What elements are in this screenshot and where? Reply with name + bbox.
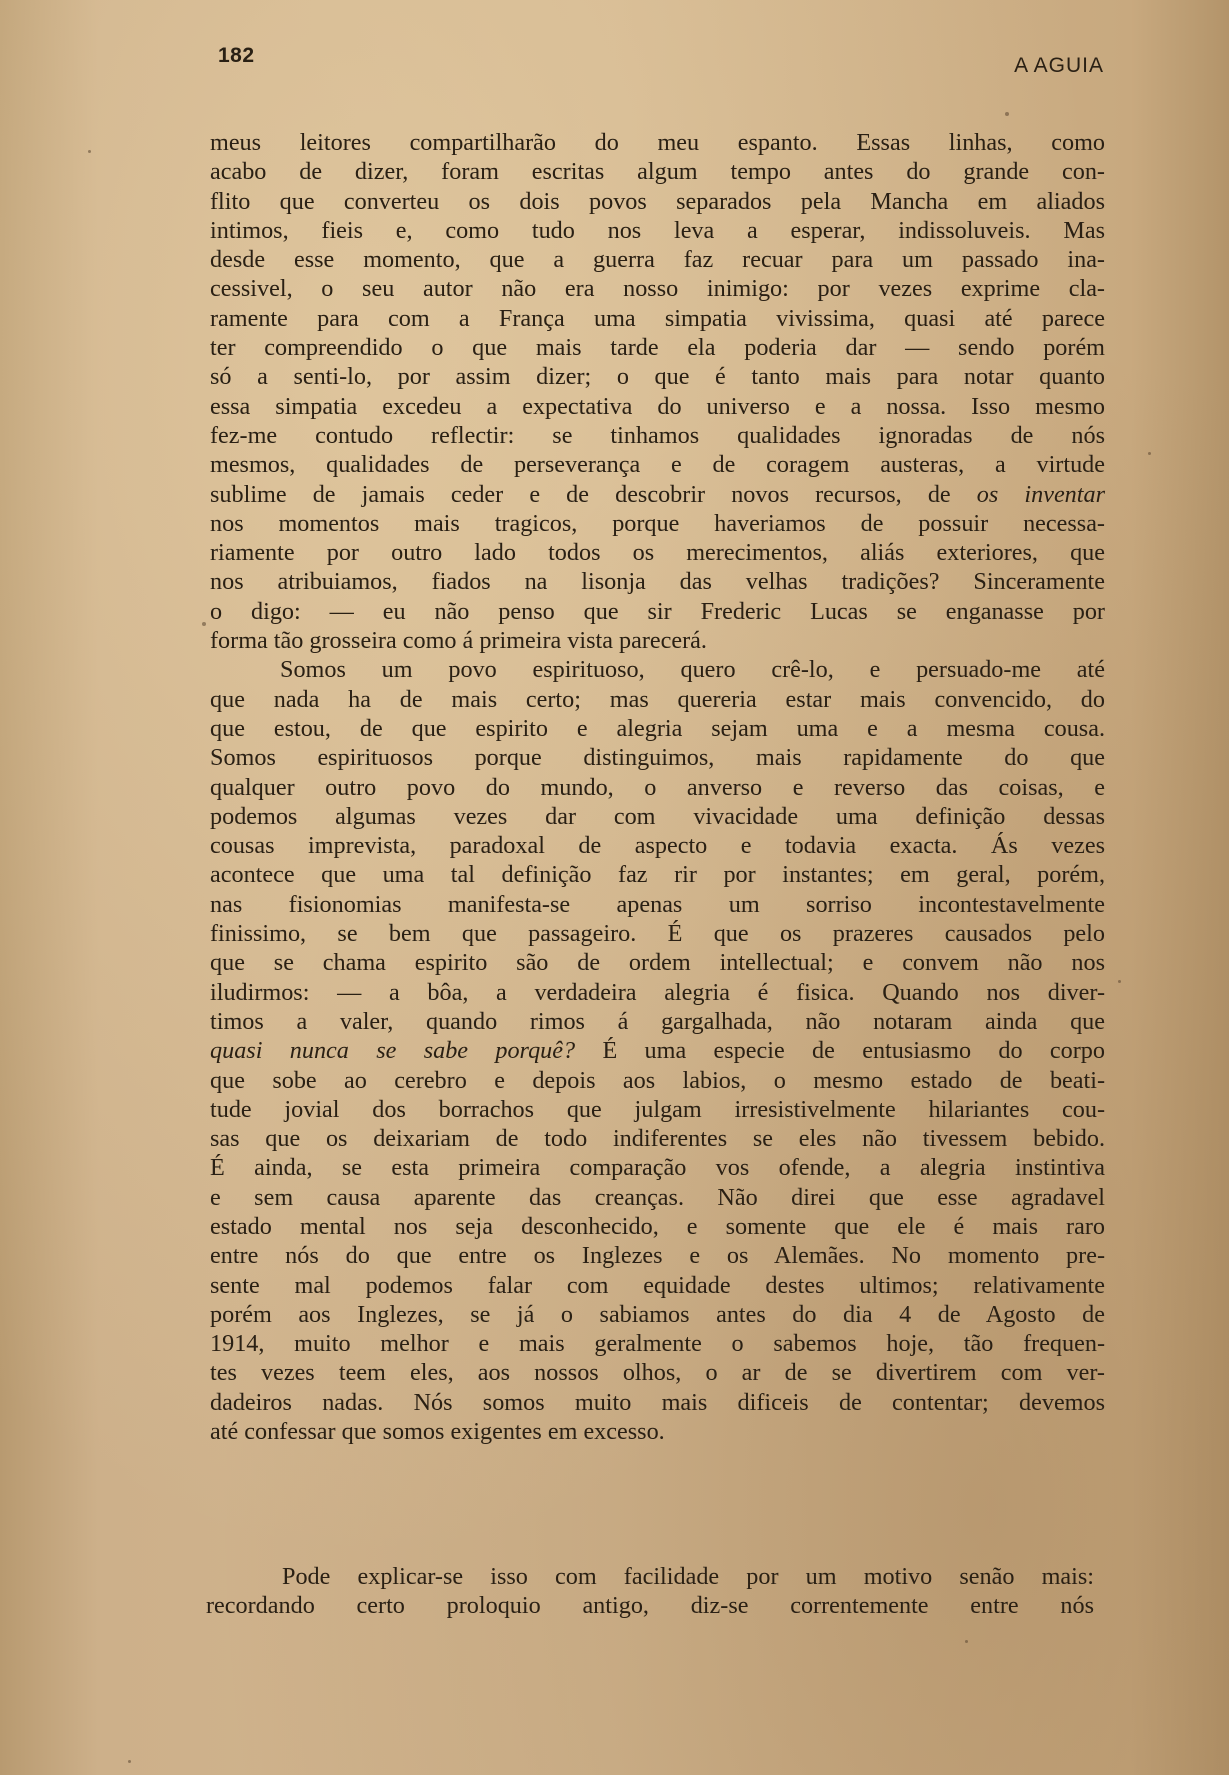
text-line: acontece que uma tal definição faz rir por instantes; em geral, porém, — [210, 861, 1105, 889]
text-line: forma tão grosseira como á primeira vista parecerá. — [210, 627, 707, 655]
text-line: flito que converteu os dois povos separados pela Mancha em aliados — [210, 187, 1105, 215]
text-line: só a senti-lo, por assim dizer; o que é tanto mais para notar quanto — [210, 363, 1105, 391]
text-line: até confessar que somos exigentes em excesso. — [210, 1418, 665, 1446]
body-text — [210, 128, 1105, 1446]
text-fragment: É uma especie de entusiasmo do corpo — [602, 1037, 1105, 1065]
text-line-with-italic — [210, 1036, 1105, 1065]
italic-fragment: quasi nunca se sabe porquê? — [210, 1037, 576, 1065]
paper-speck — [202, 622, 206, 626]
text-line: que se chama espirito são de ordem intellectual; e convem não nos — [210, 949, 1105, 977]
text-line: o digo: — eu não penso que sir Frederic Lucas se enganasse por — [210, 597, 1105, 625]
text-line: riamente por outro lado todos os merecimentos, aliás exteriores, que — [210, 539, 1105, 567]
paper-speck — [1148, 452, 1151, 455]
text-line: Somos espirituosos porque distinguimos, mais rapidamente do que — [210, 744, 1105, 772]
text-line: ter compreendido o que mais tarde ela poderia dar — sendo porém — [210, 334, 1105, 362]
text-line: podemos algumas vezes dar com vivacidade uma definição dessas — [210, 802, 1105, 830]
text-line: que estou, de que espirito e alegria sejam uma e a mesma cousa. — [210, 714, 1105, 742]
paper-speck — [1118, 980, 1121, 983]
text-line: finissimo, se bem que passageiro. É que os prazeres causados pelo — [210, 920, 1105, 948]
text-line: acabo de dizer, foram escritas algum tempo antes do grande con- — [210, 158, 1105, 186]
text-line: 1914, muito melhor e mais geralmente o sabemos hoje, tão frequen- — [210, 1330, 1105, 1358]
text-line: tude jovial dos borrachos que julgam irresistivelmente hilariantes cou- — [210, 1095, 1105, 1123]
paper-speck — [965, 1640, 968, 1643]
paper-speck — [128, 1760, 131, 1763]
paper-speck — [88, 150, 91, 153]
text-line: dadeiros nadas. Nós somos muito mais dificeis de contentar; devemos — [210, 1388, 1105, 1416]
text-line: iludirmos: — a bôa, a verdadeira alegria é fisica. Quando nos diver- — [210, 978, 1105, 1006]
text-line: desde esse momento, que a guerra faz recuar para um passado ina- — [210, 246, 1105, 274]
text-line: nos momentos mais tragicos, porque haveriamos de possuir necessa- — [210, 509, 1105, 537]
text-line: estado mental nos seja desconhecido, e somente que ele é mais raro — [210, 1212, 1105, 1240]
text-line: ramente para com a França uma simpatia vivissima, quasi até parece — [210, 304, 1105, 332]
text-line: e sem causa aparente das creanças. Não direi que esse agradavel — [210, 1183, 1105, 1211]
text-line: mesmos, qualidades de perseverança e de coragem austeras, a virtude — [210, 451, 1105, 479]
text-line: sas que os deixariam de todo indiferentes se eles não tivessem bebido. — [210, 1125, 1105, 1153]
text-line: porém aos Inglezes, se já o sabiamos antes do dia 4 de Agosto de — [210, 1300, 1105, 1328]
text-line: qualquer outro povo do mundo, o anverso e reverso das coisas, e — [210, 773, 1105, 801]
text-line: intimos, fieis e, como tudo nos leva a esperar, indissoluveis. Mas — [210, 216, 1105, 244]
page-header — [218, 44, 1104, 77]
text-line-paragraph-start: Pode explicar-se isso com facilidade por um motivo senão mais: — [282, 1563, 1094, 1590]
text-line: fez-me contudo reflectir: se tinhamos qualidades ignoradas de nós — [210, 421, 1105, 449]
text-line: sente mal podemos falar com equidade destes ultimos; relativamente — [210, 1271, 1105, 1299]
text-line: cousas imprevista, paradoxal de aspecto e todavia exacta. Ás vezes — [210, 832, 1105, 860]
page-number: 182 — [218, 44, 255, 67]
text-line-with-italic — [210, 480, 1105, 509]
text-line: recordando certo proloquio antigo, diz-se correntemente entre nós — [206, 1592, 1094, 1620]
text-line: É ainda, se esta primeira comparação vos ofende, a alegria instintiva — [210, 1154, 1105, 1182]
text-line: tes vezes teem eles, aos nossos olhos, o ar de se divertirem com ver- — [210, 1359, 1105, 1387]
text-line: meus leitores compartilharão do meu espanto. Essas linhas, como — [210, 129, 1105, 156]
text-line: entre nós do que entre os Inglezes e os Alemães. No momento pre- — [210, 1242, 1105, 1270]
text-line: timos a valer, quando rimos á gargalhada, não notaram ainda que — [210, 1007, 1105, 1035]
text-line: nos atribuiamos, fiados na lisonja das velhas tradições? Sinceramente — [210, 568, 1105, 596]
italic-fragment: os inventar — [976, 480, 1105, 508]
next-paragraph — [206, 1562, 1094, 1621]
running-head: A AGUIA — [1014, 54, 1104, 77]
text-line: essa simpatia excedeu a expectativa do universo e a nossa. Isso mesmo — [210, 392, 1105, 420]
text-line: cessivel, o seu autor não era nosso inimigo: por vezes exprime cla- — [210, 275, 1105, 303]
text-line-paragraph-start: Somos um povo espirituoso, quero crê-lo, e persuado-me até — [280, 656, 1105, 684]
text-line: que sobe ao cerebro e depois aos labios, o mesmo estado de beati- — [210, 1066, 1105, 1094]
text-line: nas fisionomias manifesta-se apenas um sorriso incontestavelmente — [210, 890, 1105, 918]
text-fragment: sublime de jamais ceder e de descobrir novos recursos, de — [210, 480, 951, 508]
text-line: que nada ha de mais certo; mas quereria estar mais convencido, do — [210, 685, 1105, 713]
paper-speck — [1005, 112, 1009, 116]
